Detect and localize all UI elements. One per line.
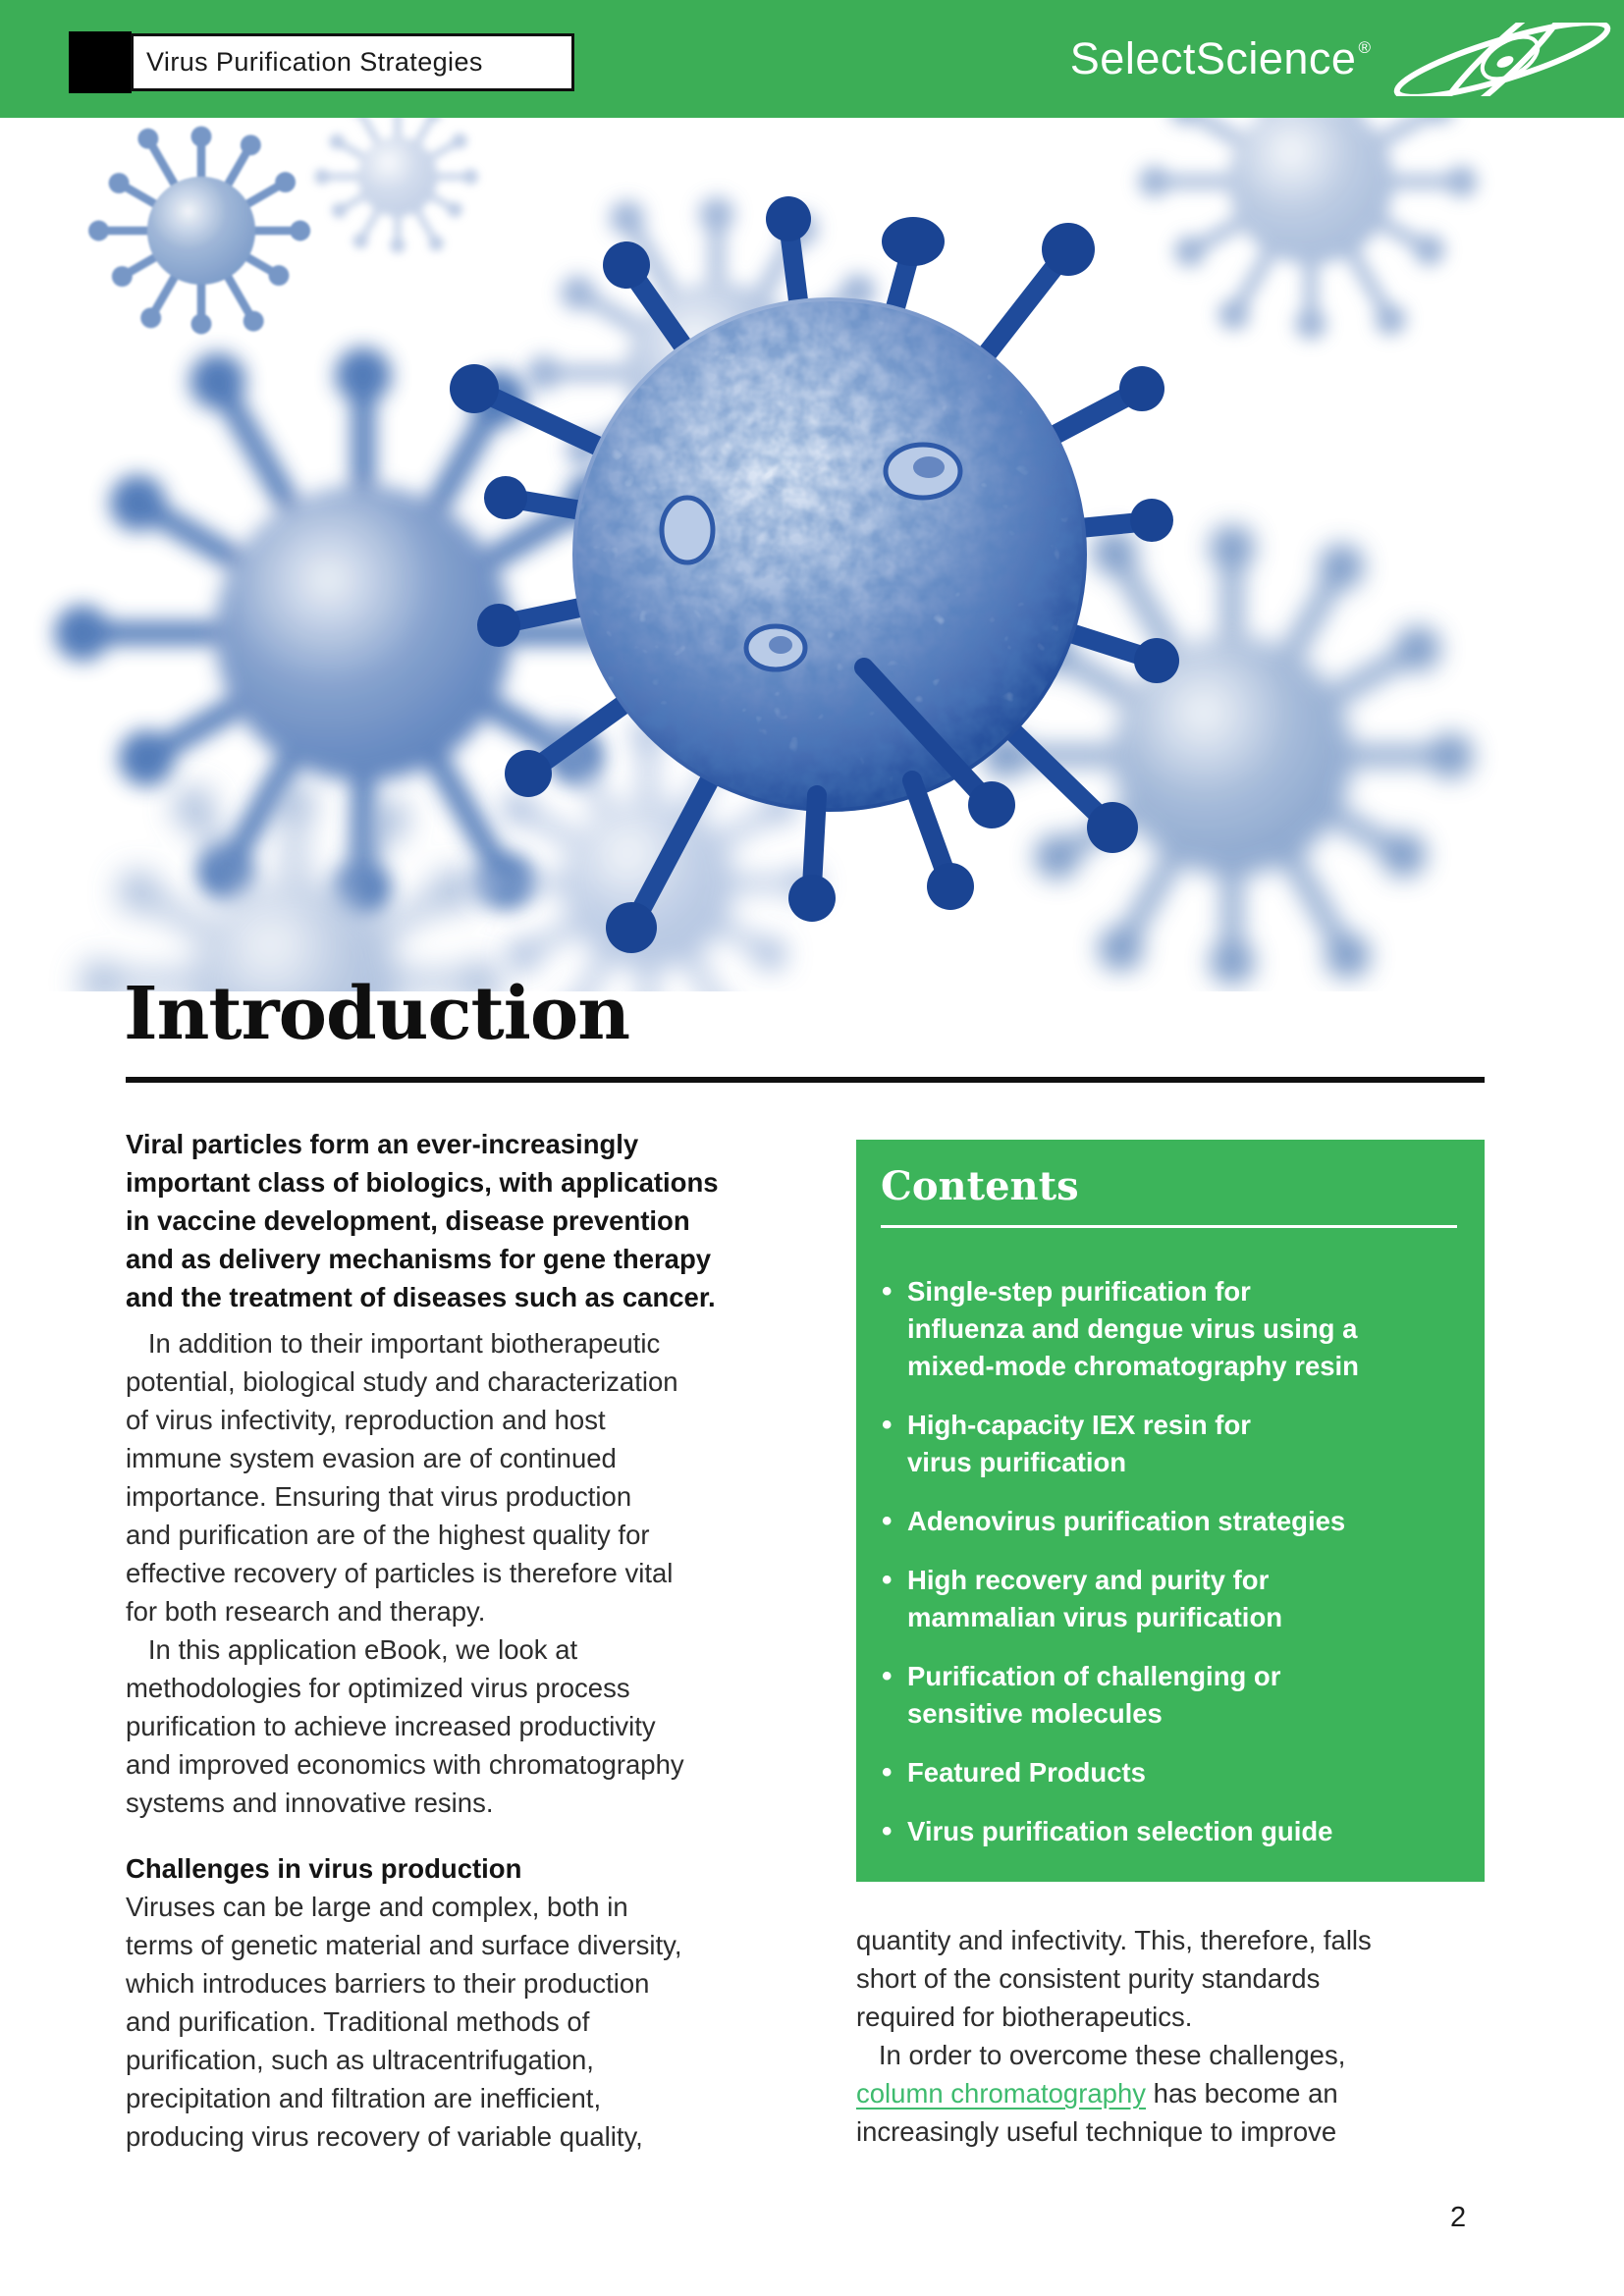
virus-particle <box>314 118 478 253</box>
right-paragraph-1: quantity and infectivity. This, therefore, falls short of the consistent purity standards required for biotherapeutics. <box>856 1925 1372 2032</box>
intro-paragraph-2: In addition to their important biotherapeutic potential, biological study and characterization of virus infectivity, reproduction and host immune system evasion are of continued importance. Ensuring that virus production and purification are of the highest quality for effective recovery of particles is therefore vital for both research and therapy. <box>126 1328 678 1627</box>
virus-particle <box>1139 118 1478 340</box>
right-paragraph-2-line3: increasingly useful technique to improve <box>856 2116 1337 2147</box>
left-column <box>126 1125 778 2156</box>
page-title: Introduction <box>124 972 629 1056</box>
contents-item[interactable]: • Virus purification selection guide <box>881 1813 1457 1850</box>
header-black-tab <box>69 31 132 93</box>
section-subheading: Challenges in virus production <box>126 1853 522 1884</box>
virus-particles-illustration <box>0 118 1624 991</box>
contents-item[interactable]: • High-capacity IEX resin for virus purification <box>881 1407 1457 1481</box>
right-paragraph-2-line1: In order to overcome these challenges, <box>856 2040 1346 2070</box>
virus-particle <box>88 127 310 335</box>
title-rule <box>126 1077 1485 1083</box>
ebook-title-box <box>131 33 574 91</box>
contents-item[interactable]: • Adenovirus purification strategies <box>881 1503 1457 1540</box>
right-column <box>856 1921 1508 2151</box>
ebook-title: Virus Purification Strategies <box>146 47 483 77</box>
page-number: 2 <box>1450 2202 1467 2233</box>
contents-rule <box>881 1225 1457 1228</box>
virus-particle <box>81 783 501 991</box>
contents-list <box>881 1273 1457 1850</box>
intro-paragraph-3: In this application eBook, we look at methodologies for optimized virus process purification to achieve increased productivity and improved economics with chromatography systems and innovative resins. <box>126 1634 684 1818</box>
header-bar <box>0 0 1624 118</box>
contents-item[interactable]: • Purification of challenging or sensitive molecules <box>881 1658 1457 1733</box>
atom-icon <box>1384 23 1620 96</box>
contents-item[interactable]: • Featured Products <box>881 1754 1457 1791</box>
brand-logo <box>1070 0 1620 118</box>
brand-name: SelectScience <box>1069 33 1357 83</box>
intro-paragraph-4: Viruses can be large and complex, both in terms of genetic material and surface diversity, which introduces barriers to their production and purification. Traditional methods of purification, such as ultracentrifugation, precipitation and filtration are inefficient, producing virus recovery of variable quality, <box>126 1892 682 2152</box>
contents-item[interactable]: • Single-step purification for influenza and dengue virus using a mixed-mode chromatography resin <box>881 1273 1457 1385</box>
contents-title: Contents <box>881 1163 1079 1209</box>
column-chromatography-link[interactable]: column chromatography <box>856 2078 1147 2109</box>
right-paragraph-2-line2-rest: has become an <box>1146 2078 1338 2109</box>
registered-mark: ® <box>1358 38 1371 57</box>
contents-item[interactable]: • High recovery and purity for mammalian virus purification <box>881 1562 1457 1636</box>
intro-lead-paragraph: Viral particles form an ever-increasingly important class of biologics, with applications in vaccine development, disease prevention and as delivery mechanisms for gene therapy and the treatment of diseases such as cancer. <box>126 1129 719 1312</box>
right-paragraph-2-line2 <box>856 2074 1508 2112</box>
contents-box <box>856 1140 1485 1882</box>
